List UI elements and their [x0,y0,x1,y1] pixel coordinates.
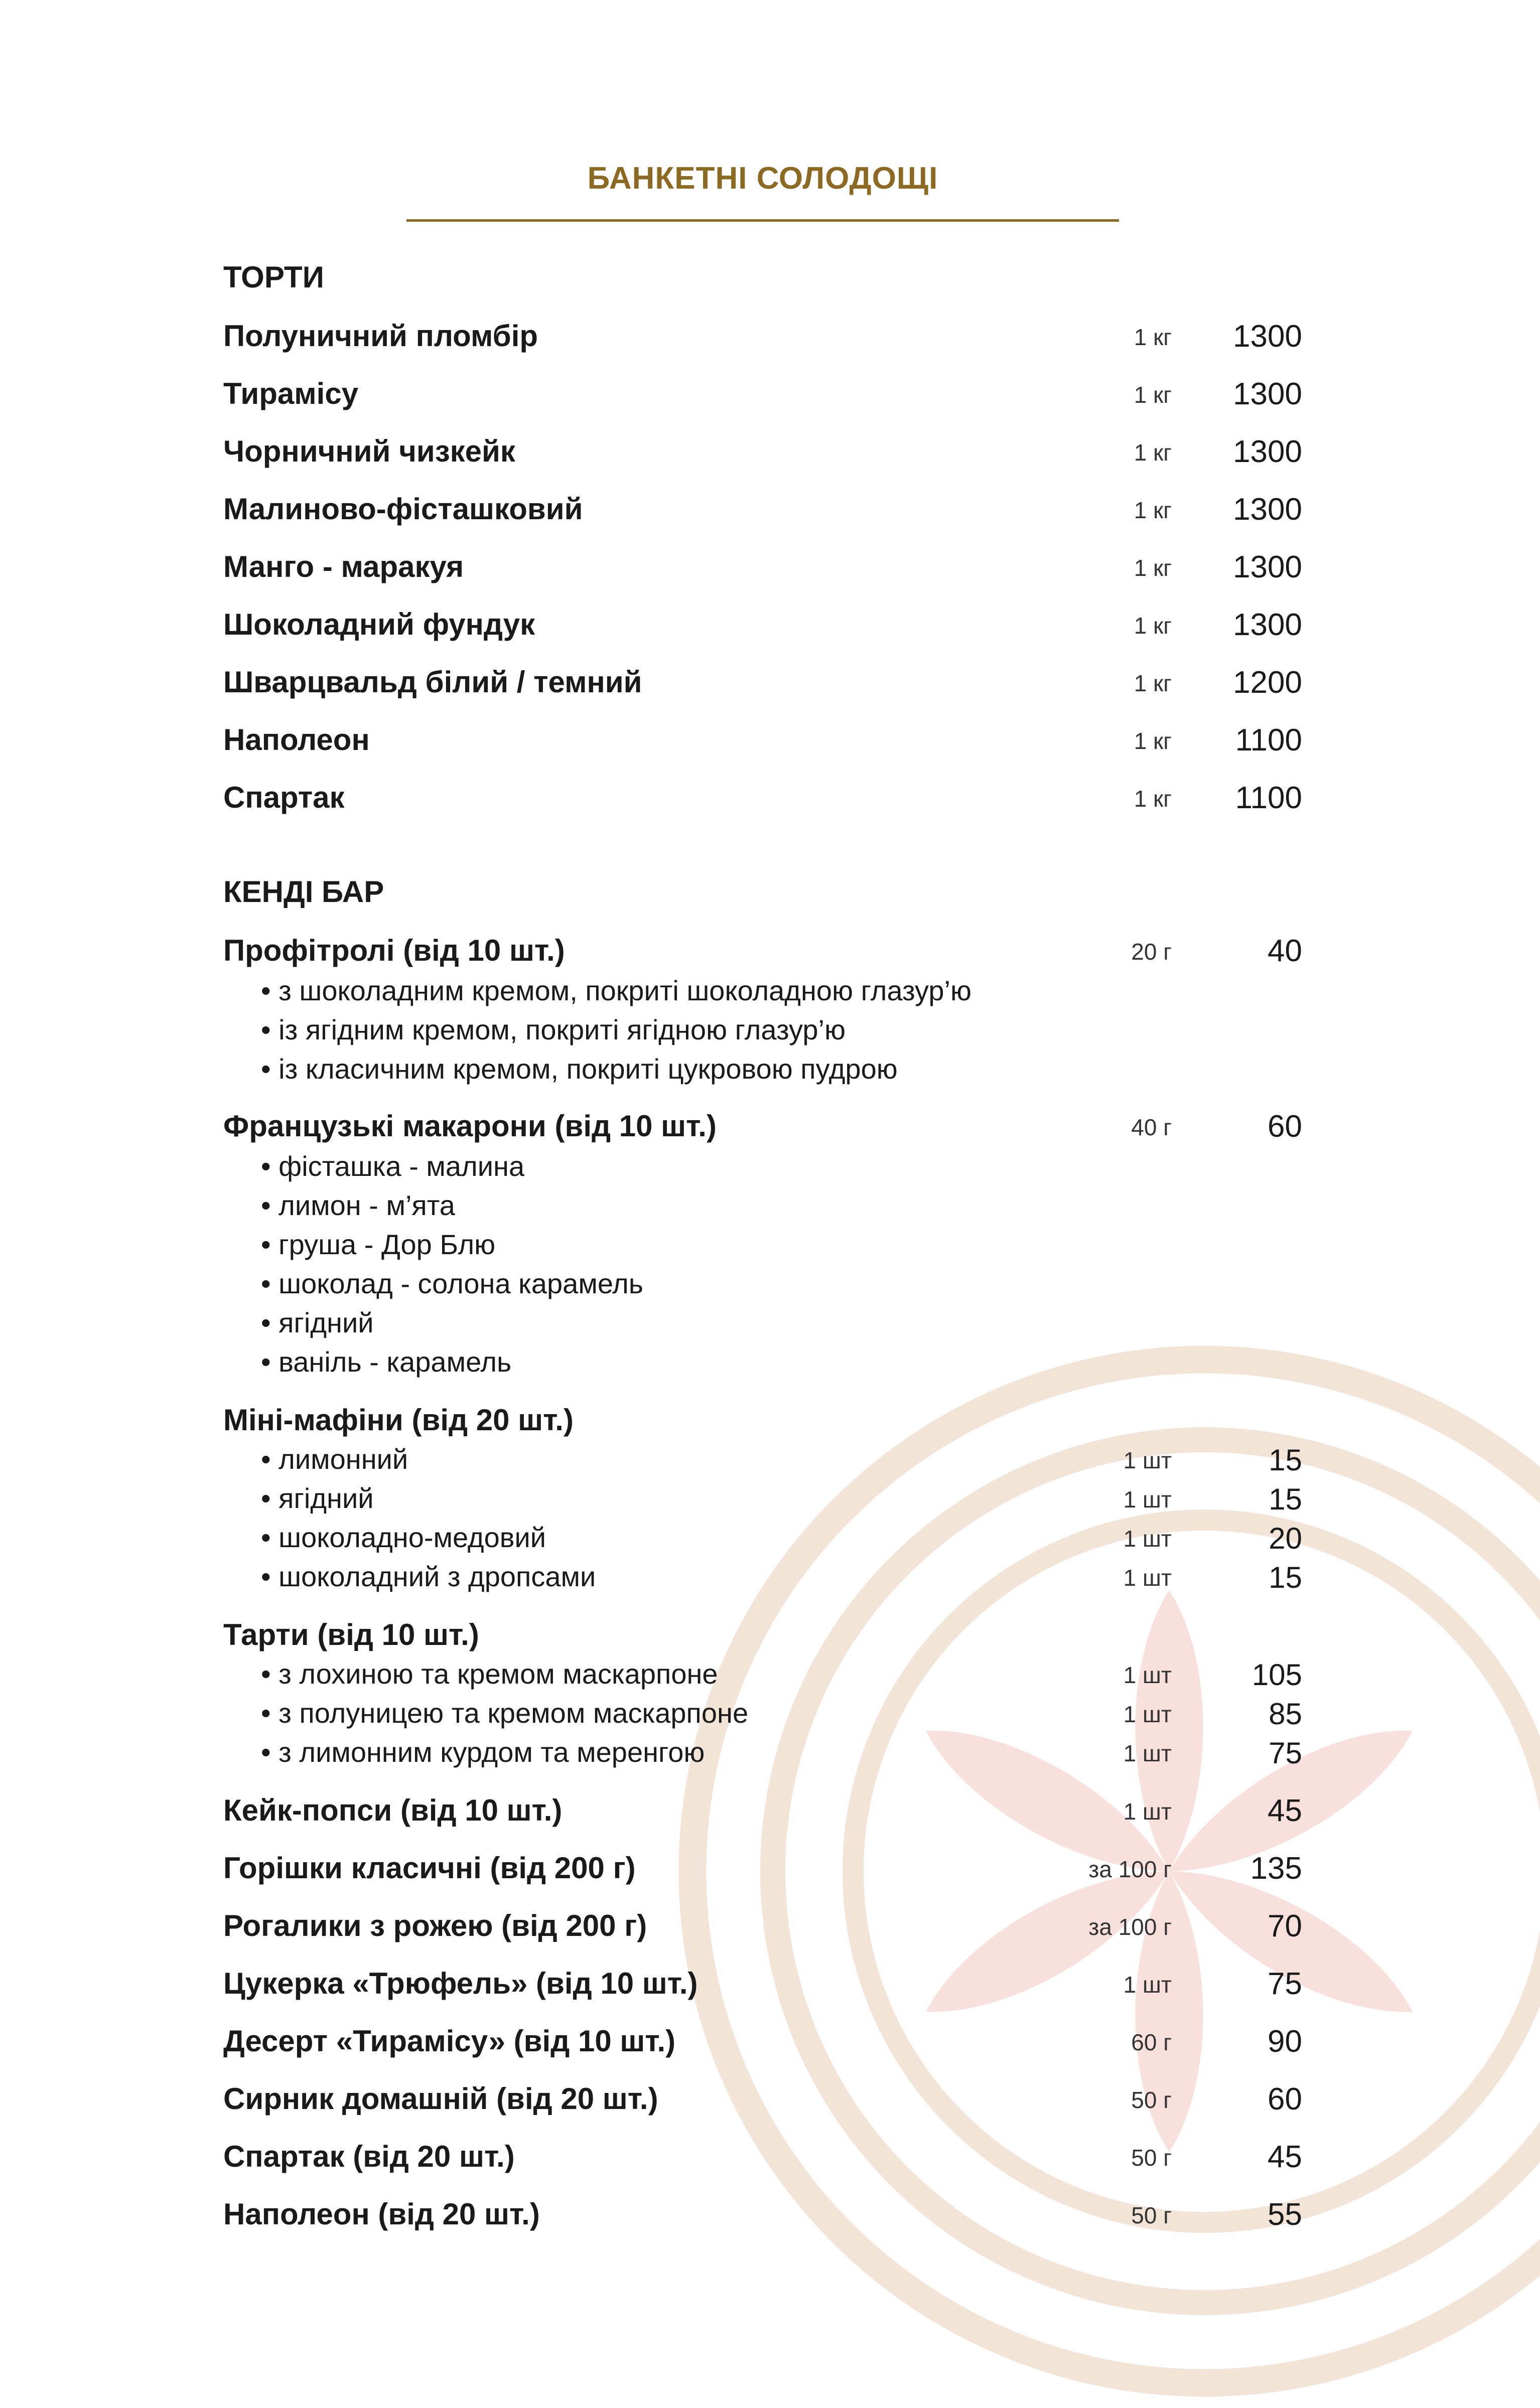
option-price: 15 [1269,1443,1302,1477]
item-unit: 1 кг [1134,497,1172,523]
option-name: • шоколад - солона карамель [261,1268,643,1299]
option-name: • із класичним кремом, покриті цукровою пудрою [261,1053,898,1085]
item-option [261,1150,1302,1185]
option-name: • ягідний [261,1482,374,1514]
item-name: Кейк-попси (від 10 шт.) [223,1793,563,1827]
item-name: Десерт «Тирамісу» (від 10 шт.) [223,2024,676,2058]
option-name: • шоколадний з дропсами [261,1561,596,1592]
item-price: 1300 [1233,434,1302,469]
item-price: 40 [1268,934,1302,968]
option-price: 15 [1269,1561,1302,1594]
item-name: Цукерка «Трюфель» (від 10 шт.) [223,1967,698,2000]
item-name: Рогалики з рожею (від 200 г) [223,1909,647,1942]
item-unit: 20 г [1131,939,1172,965]
menu-item [223,1851,1302,1891]
item-option [261,1013,1302,1048]
item-unit: 60 г [1131,2029,1172,2055]
item-unit: 1 кг [1134,786,1172,812]
menu-item [223,1793,1302,1833]
item-price: 60 [1268,2082,1302,2117]
item-option [261,1228,1302,1263]
option-price: 15 [1269,1482,1302,1516]
option-name: • з полуницею та кремом маскарпоне [261,1697,749,1729]
item-name: Шоколадний фундук [223,608,535,641]
item-name: Міні-мафіни (від 20 шт.) [223,1403,574,1437]
option-name: • ваніль - карамель [261,1346,512,1378]
item-price: 1100 [1235,781,1302,815]
item-price: 1300 [1233,319,1302,354]
item-option [261,974,1302,1009]
option-price: 75 [1269,1736,1302,1770]
item-unit: 1 кг [1134,439,1172,466]
item-unit: 1 шт [1123,1798,1172,1825]
item-unit: 40 г [1131,1114,1172,1140]
menu-item [223,780,1302,820]
menu-item [223,1403,1302,1443]
item-name: Спартак (від 20 шт.) [223,2140,515,2173]
menu-item [223,2197,1302,2237]
item-price: 55 [1268,2197,1302,2232]
item-name: Наполеон (від 20 шт.) [223,2197,540,2231]
option-unit: 1 шт [1123,1565,1172,1591]
item-unit: 1 кг [1134,324,1172,350]
item-name: Французькі макарони (від 10 шт.) [223,1109,717,1143]
option-name: • з лохиною та кремом маскарпоне [261,1658,718,1690]
item-price: 45 [1268,1793,1302,1828]
menu-item [223,665,1302,705]
item-unit: 1 кг [1134,728,1172,754]
item-price: 1300 [1233,377,1302,411]
item-price: 60 [1268,1109,1302,1144]
option-name: • лимон - м’ята [261,1189,455,1221]
menu-item [223,1617,1302,1658]
option-name: • із ягідним кремом, покриті ягідною глазур’ю [261,1014,846,1045]
section-heading-cakes: ТОРТИ [223,260,324,294]
item-option [261,1697,1302,1732]
item-option [261,1189,1302,1224]
option-unit: 1 шт [1123,1486,1172,1513]
item-price: 45 [1268,2140,1302,2174]
menu-item [223,376,1302,416]
item-unit: 50 г [1131,2087,1172,2113]
menu-item [223,2081,1302,2122]
menu-item [223,722,1302,763]
menu-item [223,434,1302,474]
item-price: 75 [1268,1967,1302,2001]
item-option [261,1521,1302,1556]
option-unit: 1 шт [1123,1740,1172,1766]
item-price: 1100 [1235,723,1302,758]
option-name: • з шоколадним кремом, покриті шоколадною глазур’ю [261,975,971,1006]
item-price: 1200 [1233,665,1302,700]
option-price: 105 [1251,1658,1302,1692]
item-price: 1300 [1233,492,1302,527]
item-name: Сирник домашній (від 20 шт.) [223,2082,658,2116]
item-unit: за 100 г [1088,1914,1172,1940]
item-name: Чорничний чизкейк [223,434,515,468]
item-unit: 1 кг [1134,670,1172,696]
item-unit: 1 кг [1134,613,1172,639]
menu-item [223,607,1302,647]
item-unit: 1 кг [1134,555,1172,581]
item-price: 1300 [1233,608,1302,642]
item-price: 90 [1268,2024,1302,2059]
item-unit: 50 г [1131,2145,1172,2171]
menu-item [223,1966,1302,2006]
item-unit: за 100 г [1088,1856,1172,1882]
item-name: Профітролі (від 10 шт.) [223,934,565,967]
item-option [261,1443,1302,1478]
item-price: 135 [1250,1851,1302,1886]
page-title: БАНКЕТНІ СОЛОДОЩІ [587,161,938,196]
item-unit: 50 г [1131,2202,1172,2228]
option-unit: 1 шт [1123,1526,1172,1552]
item-name: Манго - маракуя [223,550,464,583]
item-unit: 1 шт [1123,1972,1172,1998]
menu-item [223,549,1302,589]
menu-item [223,2024,1302,2064]
item-name: Спартак [223,781,345,814]
item-name: Полуничний пломбір [223,319,538,353]
section-heading-candy-bar: КЕНДІ БАР [223,875,384,909]
item-price: 70 [1268,1909,1302,1943]
menu-item [223,1908,1302,1948]
item-option [261,1560,1302,1595]
item-option [261,1736,1302,1771]
item-price: 1300 [1233,550,1302,584]
item-option [261,1658,1302,1693]
item-option [261,1345,1302,1381]
menu-item [223,933,1302,973]
option-name: • лимонний [261,1443,408,1475]
item-unit: 1 кг [1134,382,1172,408]
option-unit: 1 шт [1123,1447,1172,1473]
option-unit: 1 шт [1123,1701,1172,1727]
menu-item [223,1109,1302,1149]
item-option [261,1482,1302,1517]
menu-item [223,319,1302,359]
item-name: Горішки класичні (від 200 г) [223,1851,636,1885]
option-name: • груша - Дор Блю [261,1229,496,1260]
option-name: • шоколадно-медовий [261,1522,546,1553]
item-name: Шварцвальд білий / темний [223,665,642,699]
item-name: Малиново-фісташковий [223,492,583,526]
option-unit: 1 шт [1123,1662,1172,1688]
option-price: 85 [1269,1697,1302,1731]
item-name: Тирамісу [223,377,359,410]
title-divider [406,219,1119,222]
menu-item [223,2139,1302,2179]
menu-item [223,492,1302,532]
option-name: • фісташка - малина [261,1150,525,1182]
item-option [261,1306,1302,1341]
item-name: Наполеон [223,723,370,757]
option-price: 20 [1269,1522,1302,1555]
item-name: Тарти (від 10 шт.) [223,1618,479,1651]
item-option [261,1052,1302,1088]
option-name: • ягідний [261,1307,374,1338]
item-option [261,1267,1302,1302]
option-name: • з лимонним курдом та меренгою [261,1736,705,1768]
